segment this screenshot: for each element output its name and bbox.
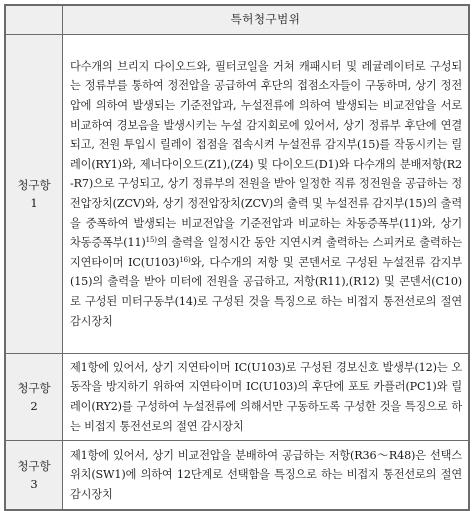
claim-label-number: 1 bbox=[30, 196, 38, 210]
claim-label-word: 청구항 bbox=[17, 381, 51, 395]
claim-row-2 bbox=[6, 354, 469, 441]
claim-label-1 bbox=[6, 35, 63, 354]
header-corner-cell bbox=[6, 6, 63, 35]
claim-label-word: 청구항 bbox=[17, 459, 51, 473]
claim-text-2: 제1항에 있어서, 상기 지연타이머 IC(U103)로 구성된 경보신호 발생부(12)는 오동작을 방지하기 위하여 지연타이머 IC(U103)의 후단에 포토 카플러(PC1)와 릴레이(RY2)를 구성하여 누설전류에 의해서만 구동하도록 구성한 것을 특징으로 하는 비접지 통전선로의 절연 감시장치 bbox=[63, 354, 469, 441]
claim-label-3 bbox=[6, 441, 63, 510]
claim-text-part-c: 와, 다수개의 저항 및 콘덴서로 구성된 누설전류 감지부(15)의 출력을 받아 미터에 전원을 공급하고, 저항(R11),(R12) 및 콘덴서(C10)로 구성된 미터구동부(14)로 구성된 것을 특징으로 하는 비접지 통전선로의 절연 감시장치 bbox=[70, 255, 462, 328]
claims-table bbox=[5, 5, 469, 510]
claim-text-part-b: 의 출력을 일정시간 동안 지연시켜 출력하는 스피커로 출력하는 지연타이머 IC(U103) bbox=[70, 236, 462, 269]
claim-row-3 bbox=[6, 441, 469, 510]
header-title: 특허청구범위 bbox=[63, 6, 469, 35]
footnote-ref-16: 16) bbox=[179, 255, 191, 264]
claim-text-3: 제1항에 있어서, 상기 비교전압을 분배하여 공급하는 저항(R36～R48)은 선택스위치(SW1)에 의하여 12단계로 선택함을 특징으로 하는 비접지 통전선로의 절연 감시장치 bbox=[63, 441, 469, 510]
claim-label-2 bbox=[6, 354, 63, 441]
claim-text-part-a: 다수개의 브리지 다이오드와, 필터코일을 거쳐 캐패시터 및 레귤레이터로 구성되는 정류부를 통하여 정전압을 공급하여 후단의 접점소자들이 구동하며, 상기 정전압에 의하여 발생되는 기준전압과, 누설전류에 의하여 발생되는 비교전압을 서로 비교하여 경보음을 발생시키는 누설 감지회로에 있어서, 상기 정류부 후단에 연결되고, 전원 투입시 릴레이 접점을 접속시켜 누설전류 감지부(15)를 작동시키는 릴레이(RY1)와, 제너다이오드(Z1),(Z4) 및 다이오드(D1)와 다수개의 분배저항(R2-R7)으로 구성되고, 상기 정류부의 전원을 받아 일정한 직류 정전원을 공급하는 정전압장치(ZCV)와, 상기 정전압장치(ZCV)의 출력 및 누설전류 감지부(15)의 출력을 중폭하여 발생되는 비교전압을 기준전압과 비교하는 차동증폭부(11)와, 상기 차동증폭부(11) bbox=[70, 59, 462, 250]
claim-label-number: 3 bbox=[30, 477, 38, 491]
claim-text-1 bbox=[63, 35, 469, 354]
claims-document bbox=[4, 4, 470, 511]
claim-row-1 bbox=[6, 35, 469, 354]
claim-label-word: 청구항 bbox=[17, 178, 51, 192]
claim-label-number: 2 bbox=[30, 399, 38, 413]
footnote-ref-15: 15) bbox=[145, 236, 157, 245]
header-row bbox=[6, 6, 469, 35]
